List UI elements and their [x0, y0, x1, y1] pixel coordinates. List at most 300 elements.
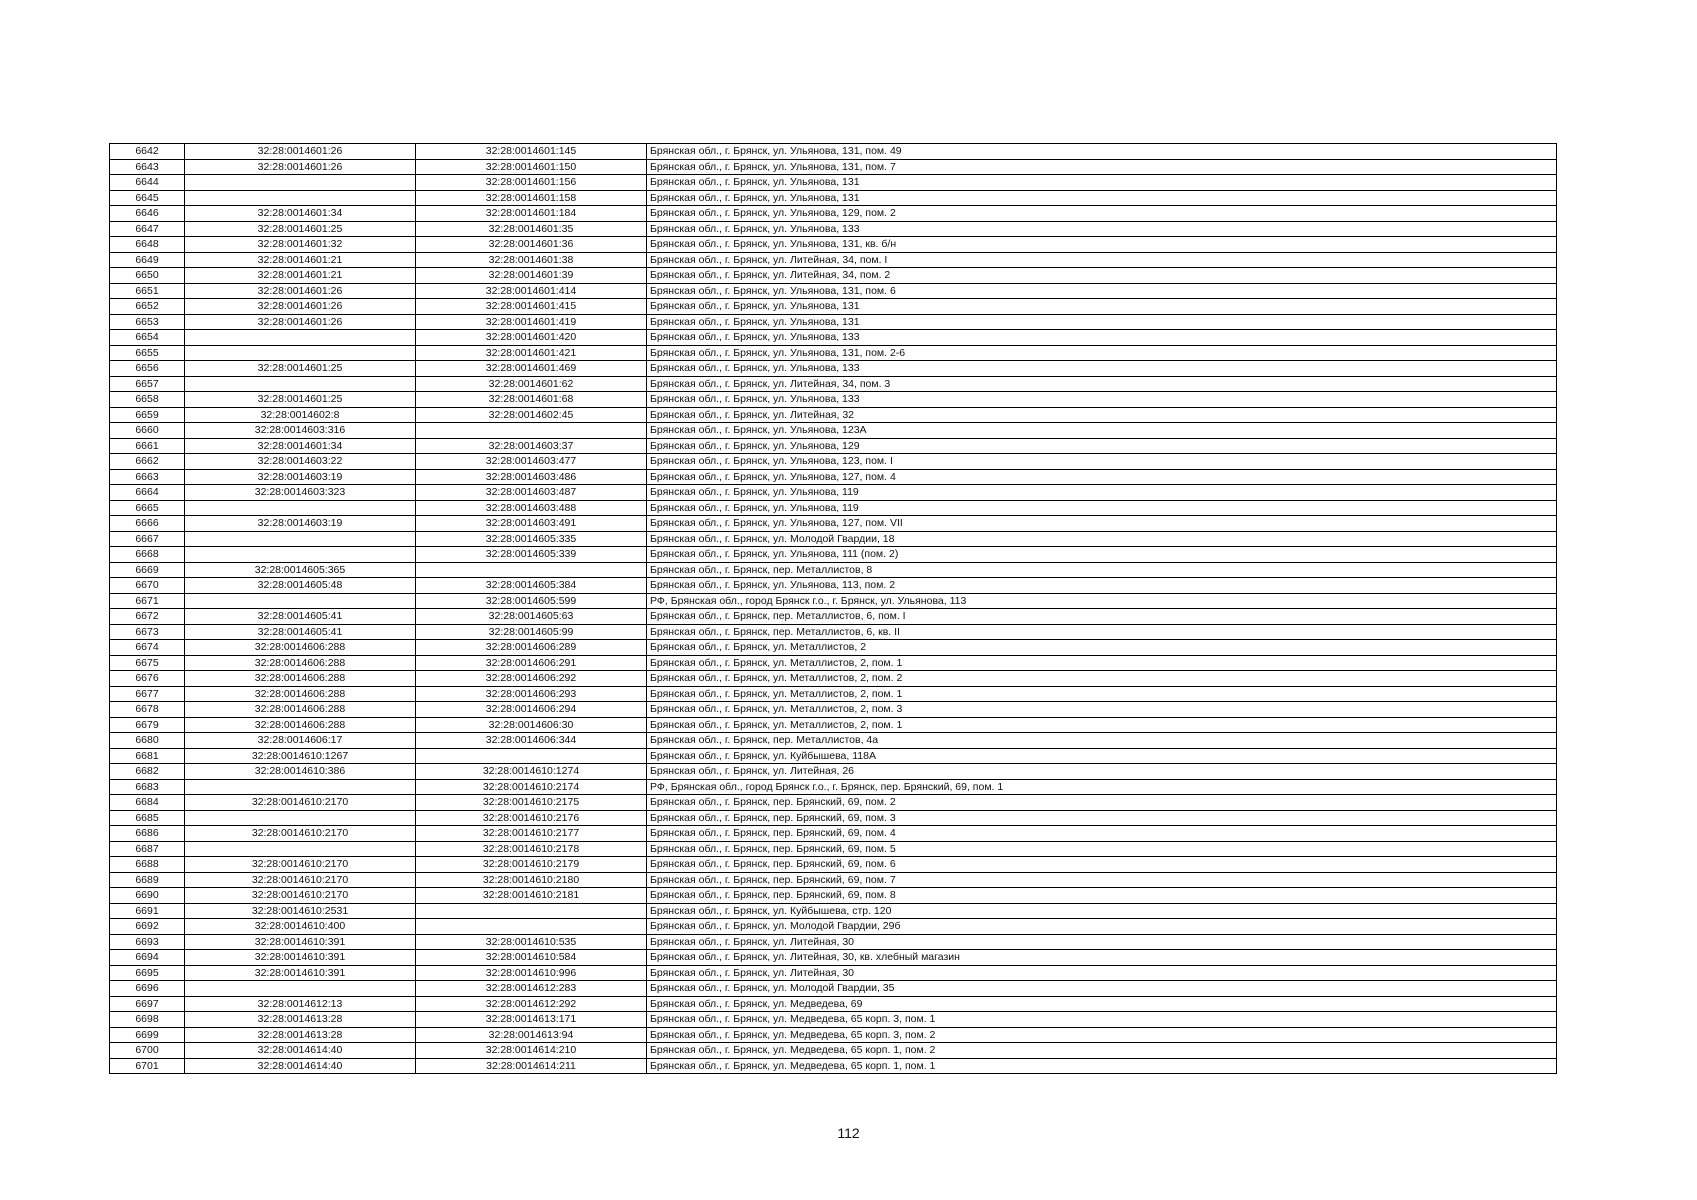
row-number-cell: 6658 [110, 392, 185, 408]
row-number-cell: 6677 [110, 686, 185, 702]
address-cell: Брянская обл., г. Брянск, ул. Ульянова, 131, пом. 6 [647, 283, 1557, 299]
row-number-cell: 6662 [110, 454, 185, 470]
table-row [110, 888, 1557, 904]
row-number-cell: 6648 [110, 237, 185, 253]
address-cell: Брянская обл., г. Брянск, пер. Металлистов, 4а [647, 733, 1557, 749]
row-number-cell: 6691 [110, 903, 185, 919]
address-cell: Брянская обл., г. Брянск, пер. Брянский, 69, пом. 3 [647, 810, 1557, 826]
parcel-number-cell: 32:28:0014603:323 [185, 485, 416, 501]
parcel-number-cell: 32:28:0014601:26 [185, 144, 416, 160]
row-number-cell: 6661 [110, 438, 185, 454]
address-cell: Брянская обл., г. Брянск, ул. Ульянова, 123, пом. I [647, 454, 1557, 470]
address-cell: Брянская обл., г. Брянск, ул. Металлистов, 2, пом. 3 [647, 702, 1557, 718]
table-row [110, 903, 1557, 919]
parcel-number-cell: 32:28:0014613:28 [185, 1012, 416, 1028]
row-number-cell: 6670 [110, 578, 185, 594]
row-number-cell: 6666 [110, 516, 185, 532]
row-number-cell: 6683 [110, 779, 185, 795]
table-row [110, 764, 1557, 780]
table-row [110, 500, 1557, 516]
object-number-cell: 32:28:0014606:294 [416, 702, 647, 718]
table-row [110, 221, 1557, 237]
object-number-cell: 32:28:0014606:344 [416, 733, 647, 749]
object-number-cell: 32:28:0014603:486 [416, 469, 647, 485]
table-row [110, 795, 1557, 811]
address-cell: Брянская обл., г. Брянск, пер. Брянский, 69, пом. 8 [647, 888, 1557, 904]
table-row [110, 407, 1557, 423]
address-cell: Брянская обл., г. Брянск, ул. Ульянова, 131, пом. 7 [647, 159, 1557, 175]
address-cell: Брянская обл., г. Брянск, пер. Металлистов, 6, кв. II [647, 624, 1557, 640]
object-number-cell: 32:28:0014601:158 [416, 190, 647, 206]
address-cell: Брянская обл., г. Брянск, пер. Брянский, 69, пом. 5 [647, 841, 1557, 857]
address-cell: Брянская обл., г. Брянск, пер. Брянский, 69, пом. 4 [647, 826, 1557, 842]
object-number-cell: 32:28:0014602:45 [416, 407, 647, 423]
parcel-number-cell [185, 593, 416, 609]
parcel-number-cell: 32:28:0014603:19 [185, 469, 416, 485]
table-row [110, 841, 1557, 857]
address-cell: Брянская обл., г. Брянск, ул. Ульянова, 131 [647, 299, 1557, 315]
object-number-cell: 32:28:0014601:421 [416, 345, 647, 361]
parcel-number-cell: 32:28:0014601:25 [185, 361, 416, 377]
object-number-cell: 32:28:0014601:62 [416, 376, 647, 392]
object-number-cell: 32:28:0014601:156 [416, 175, 647, 191]
address-cell: Брянская обл., г. Брянск, ул. Ульянова, 119 [647, 500, 1557, 516]
parcel-number-cell: 32:28:0014601:26 [185, 283, 416, 299]
table-row [110, 872, 1557, 888]
address-cell: Брянская обл., г. Брянск, ул. Литейная, 26 [647, 764, 1557, 780]
object-number-cell: 32:28:0014605:63 [416, 609, 647, 625]
table-row [110, 717, 1557, 733]
table-row [110, 919, 1557, 935]
object-number-cell: 32:28:0014610:1274 [416, 764, 647, 780]
object-number-cell: 32:28:0014610:584 [416, 950, 647, 966]
object-number-cell: 32:28:0014605:384 [416, 578, 647, 594]
table-row [110, 206, 1557, 222]
table-row [110, 779, 1557, 795]
row-number-cell: 6650 [110, 268, 185, 284]
object-number-cell [416, 562, 647, 578]
address-cell: Брянская обл., г. Брянск, пер. Брянский, 69, пом. 7 [647, 872, 1557, 888]
row-number-cell: 6642 [110, 144, 185, 160]
parcel-number-cell: 32:28:0014601:26 [185, 314, 416, 330]
parcel-number-cell: 32:28:0014613:28 [185, 1027, 416, 1043]
row-number-cell: 6689 [110, 872, 185, 888]
row-number-cell: 6701 [110, 1058, 185, 1074]
row-number-cell: 6672 [110, 609, 185, 625]
parcel-number-cell [185, 810, 416, 826]
parcel-number-cell: 32:28:0014605:41 [185, 624, 416, 640]
parcel-number-cell: 32:28:0014614:40 [185, 1058, 416, 1074]
parcel-number-cell [185, 779, 416, 795]
table-row [110, 469, 1557, 485]
row-number-cell: 6690 [110, 888, 185, 904]
table-row [110, 810, 1557, 826]
registry-table-body [110, 144, 1557, 1074]
address-cell: Брянская обл., г. Брянск, ул. Молодой Гвардии, 18 [647, 531, 1557, 547]
table-row [110, 314, 1557, 330]
parcel-number-cell [185, 376, 416, 392]
parcel-number-cell [185, 175, 416, 191]
table-row [110, 268, 1557, 284]
table-row [110, 857, 1557, 873]
table-row [110, 159, 1557, 175]
address-cell: Брянская обл., г. Брянск, ул. Ульянова, 131, пом. 49 [647, 144, 1557, 160]
row-number-cell: 6696 [110, 981, 185, 997]
table-row [110, 190, 1557, 206]
address-cell: Брянская обл., г. Брянск, ул. Металлистов, 2, пом. 2 [647, 671, 1557, 687]
object-number-cell: 32:28:0014613:171 [416, 1012, 647, 1028]
row-number-cell: 6643 [110, 159, 185, 175]
address-cell: Брянская обл., г. Брянск, ул. Медведева, 65 корп. 3, пом. 1 [647, 1012, 1557, 1028]
row-number-cell: 6668 [110, 547, 185, 563]
address-cell: Брянская обл., г. Брянск, ул. Молодой Гвардии, 29б [647, 919, 1557, 935]
object-number-cell: 32:28:0014601:415 [416, 299, 647, 315]
object-number-cell: 32:28:0014614:210 [416, 1043, 647, 1059]
table-row [110, 748, 1557, 764]
object-number-cell: 32:28:0014603:37 [416, 438, 647, 454]
address-cell: РФ, Брянская обл., город Брянск г.о., г. Брянск, пер. Брянский, 69, пом. 1 [647, 779, 1557, 795]
address-cell: Брянская обл., г. Брянск, ул. Ульянова, 131, кв. б/н [647, 237, 1557, 253]
row-number-cell: 6657 [110, 376, 185, 392]
row-number-cell: 6653 [110, 314, 185, 330]
object-number-cell: 32:28:0014603:488 [416, 500, 647, 516]
table-row [110, 671, 1557, 687]
object-number-cell: 32:28:0014601:145 [416, 144, 647, 160]
parcel-number-cell: 32:28:0014610:386 [185, 764, 416, 780]
parcel-number-cell: 32:28:0014610:400 [185, 919, 416, 935]
address-cell: Брянская обл., г. Брянск, ул. Медведева, 65 корп. 1, пом. 2 [647, 1043, 1557, 1059]
table-row [110, 578, 1557, 594]
parcel-number-cell: 32:28:0014601:34 [185, 438, 416, 454]
parcel-number-cell: 32:28:0014606:17 [185, 733, 416, 749]
table-row [110, 485, 1557, 501]
row-number-cell: 6654 [110, 330, 185, 346]
address-cell: РФ, Брянская обл., город Брянск г.о., г. Брянск, ул. Ульянова, 113 [647, 593, 1557, 609]
row-number-cell: 6682 [110, 764, 185, 780]
table-row [110, 624, 1557, 640]
table-row [110, 733, 1557, 749]
address-cell: Брянская обл., г. Брянск, ул. Литейная, 30 [647, 965, 1557, 981]
row-number-cell: 6686 [110, 826, 185, 842]
object-number-cell: 32:28:0014610:2180 [416, 872, 647, 888]
parcel-number-cell: 32:28:0014606:288 [185, 686, 416, 702]
parcel-number-cell: 32:28:0014610:2170 [185, 872, 416, 888]
parcel-number-cell: 32:28:0014601:21 [185, 252, 416, 268]
object-number-cell: 32:28:0014610:535 [416, 934, 647, 950]
table-row [110, 516, 1557, 532]
row-number-cell: 6693 [110, 934, 185, 950]
object-number-cell: 32:28:0014601:35 [416, 221, 647, 237]
object-number-cell: 32:28:0014610:2177 [416, 826, 647, 842]
object-number-cell [416, 903, 647, 919]
parcel-number-cell: 32:28:0014601:32 [185, 237, 416, 253]
row-number-cell: 6655 [110, 345, 185, 361]
parcel-number-cell [185, 841, 416, 857]
row-number-cell: 6679 [110, 717, 185, 733]
object-number-cell: 32:28:0014606:292 [416, 671, 647, 687]
address-cell: Брянская обл., г. Брянск, ул. Ульянова, 127, пом. 4 [647, 469, 1557, 485]
table-row [110, 438, 1557, 454]
object-number-cell: 32:28:0014601:36 [416, 237, 647, 253]
table-row [110, 826, 1557, 842]
table-row [110, 454, 1557, 470]
address-cell: Брянская обл., г. Брянск, ул. Металлистов, 2 [647, 640, 1557, 656]
parcel-number-cell: 32:28:0014610:2170 [185, 795, 416, 811]
object-number-cell: 32:28:0014601:414 [416, 283, 647, 299]
object-number-cell: 32:28:0014605:339 [416, 547, 647, 563]
parcel-number-cell: 32:28:0014605:41 [185, 609, 416, 625]
object-number-cell: 32:28:0014603:491 [416, 516, 647, 532]
parcel-number-cell: 32:28:0014610:391 [185, 934, 416, 950]
table-row [110, 655, 1557, 671]
address-cell: Брянская обл., г. Брянск, ул. Ульянова, 123А [647, 423, 1557, 439]
row-number-cell: 6645 [110, 190, 185, 206]
row-number-cell: 6651 [110, 283, 185, 299]
object-number-cell: 32:28:0014601:420 [416, 330, 647, 346]
row-number-cell: 6659 [110, 407, 185, 423]
table-row [110, 1027, 1557, 1043]
object-number-cell: 32:28:0014605:335 [416, 531, 647, 547]
parcel-number-cell: 32:28:0014603:316 [185, 423, 416, 439]
row-number-cell: 6699 [110, 1027, 185, 1043]
table-row [110, 981, 1557, 997]
parcel-number-cell: 32:28:0014601:34 [185, 206, 416, 222]
table-row [110, 996, 1557, 1012]
parcel-number-cell: 32:28:0014605:365 [185, 562, 416, 578]
table-row [110, 423, 1557, 439]
object-number-cell: 32:28:0014606:291 [416, 655, 647, 671]
address-cell: Брянская обл., г. Брянск, ул. Ульянова, 129 [647, 438, 1557, 454]
parcel-number-cell: 32:28:0014601:26 [185, 159, 416, 175]
object-number-cell: 32:28:0014610:2179 [416, 857, 647, 873]
table-row [110, 361, 1557, 377]
parcel-number-cell: 32:28:0014606:288 [185, 671, 416, 687]
table-row [110, 144, 1557, 160]
row-number-cell: 6647 [110, 221, 185, 237]
parcel-number-cell: 32:28:0014610:2531 [185, 903, 416, 919]
row-number-cell: 6681 [110, 748, 185, 764]
address-cell: Брянская обл., г. Брянск, ул. Литейная, 34, пом. 3 [647, 376, 1557, 392]
parcel-number-cell: 32:28:0014606:288 [185, 702, 416, 718]
address-cell: Брянская обл., г. Брянск, ул. Литейная, 34, пом. 2 [647, 268, 1557, 284]
parcel-number-cell [185, 190, 416, 206]
address-cell: Брянская обл., г. Брянск, ул. Литейная, 34, пом. I [647, 252, 1557, 268]
table-row [110, 640, 1557, 656]
parcel-number-cell: 32:28:0014610:1267 [185, 748, 416, 764]
table-row [110, 547, 1557, 563]
row-number-cell: 6660 [110, 423, 185, 439]
parcel-number-cell: 32:28:0014610:2170 [185, 857, 416, 873]
row-number-cell: 6688 [110, 857, 185, 873]
parcel-number-cell: 32:28:0014612:13 [185, 996, 416, 1012]
object-number-cell: 32:28:0014601:419 [416, 314, 647, 330]
address-cell: Брянская обл., г. Брянск, ул. Металлистов, 2, пом. 1 [647, 717, 1557, 733]
object-number-cell: 32:28:0014612:283 [416, 981, 647, 997]
parcel-number-cell: 32:28:0014603:22 [185, 454, 416, 470]
table-row [110, 609, 1557, 625]
row-number-cell: 6678 [110, 702, 185, 718]
row-number-cell: 6663 [110, 469, 185, 485]
table-row [110, 330, 1557, 346]
object-number-cell: 32:28:0014606:293 [416, 686, 647, 702]
object-number-cell: 32:28:0014610:996 [416, 965, 647, 981]
row-number-cell: 6697 [110, 996, 185, 1012]
parcel-number-cell [185, 345, 416, 361]
row-number-cell: 6671 [110, 593, 185, 609]
parcel-number-cell: 32:28:0014602:8 [185, 407, 416, 423]
object-number-cell: 32:28:0014606:30 [416, 717, 647, 733]
row-number-cell: 6692 [110, 919, 185, 935]
registry-table [109, 143, 1557, 1074]
address-cell: Брянская обл., г. Брянск, ул. Ульянова, 133 [647, 361, 1557, 377]
row-number-cell: 6695 [110, 965, 185, 981]
address-cell: Брянская обл., г. Брянск, ул. Ульянова, 127, пом. VII [647, 516, 1557, 532]
row-number-cell: 6687 [110, 841, 185, 857]
parcel-number-cell: 32:28:0014606:288 [185, 640, 416, 656]
parcel-number-cell: 32:28:0014601:25 [185, 392, 416, 408]
parcel-number-cell [185, 981, 416, 997]
object-number-cell: 32:28:0014606:289 [416, 640, 647, 656]
parcel-number-cell: 32:28:0014610:391 [185, 950, 416, 966]
address-cell: Брянская обл., г. Брянск, ул. Куйбышева, стр. 120 [647, 903, 1557, 919]
address-cell: Брянская обл., г. Брянск, ул. Ульянова, 133 [647, 392, 1557, 408]
row-number-cell: 6665 [110, 500, 185, 516]
address-cell: Брянская обл., г. Брянск, ул. Ульянова, 131 [647, 190, 1557, 206]
address-cell: Брянская обл., г. Брянск, ул. Ульянова, 133 [647, 221, 1557, 237]
address-cell: Брянская обл., г. Брянск, ул. Молодой Гвардии, 35 [647, 981, 1557, 997]
object-number-cell: 32:28:0014610:2178 [416, 841, 647, 857]
table-row [110, 283, 1557, 299]
object-number-cell [416, 919, 647, 935]
row-number-cell: 6680 [110, 733, 185, 749]
parcel-number-cell [185, 547, 416, 563]
object-number-cell: 32:28:0014605:599 [416, 593, 647, 609]
address-cell: Брянская обл., г. Брянск, ул. Ульянова, 131 [647, 314, 1557, 330]
table-row [110, 965, 1557, 981]
object-number-cell: 32:28:0014614:211 [416, 1058, 647, 1074]
row-number-cell: 6674 [110, 640, 185, 656]
object-number-cell [416, 423, 647, 439]
table-row [110, 934, 1557, 950]
address-cell: Брянская обл., г. Брянск, ул. Литейная, 30 [647, 934, 1557, 950]
row-number-cell: 6676 [110, 671, 185, 687]
row-number-cell: 6644 [110, 175, 185, 191]
table-row [110, 702, 1557, 718]
object-number-cell: 32:28:0014601:68 [416, 392, 647, 408]
row-number-cell: 6675 [110, 655, 185, 671]
row-number-cell: 6656 [110, 361, 185, 377]
table-row [110, 950, 1557, 966]
object-number-cell: 32:28:0014610:2181 [416, 888, 647, 904]
address-cell: Брянская обл., г. Брянск, ул. Ульянова, 133 [647, 330, 1557, 346]
table-row [110, 593, 1557, 609]
object-number-cell: 32:28:0014613:94 [416, 1027, 647, 1043]
row-number-cell: 6664 [110, 485, 185, 501]
address-cell: Брянская обл., г. Брянск, ул. Ульянова, 131 [647, 175, 1557, 191]
row-number-cell: 6694 [110, 950, 185, 966]
row-number-cell: 6667 [110, 531, 185, 547]
address-cell: Брянская обл., г. Брянск, ул. Ульянова, 113, пом. 2 [647, 578, 1557, 594]
table-row [110, 237, 1557, 253]
parcel-number-cell: 32:28:0014610:391 [185, 965, 416, 981]
address-cell: Брянская обл., г. Брянск, ул. Куйбышева, 118А [647, 748, 1557, 764]
object-number-cell: 32:28:0014603:487 [416, 485, 647, 501]
address-cell: Брянская обл., г. Брянск, ул. Литейная, 32 [647, 407, 1557, 423]
address-cell: Брянская обл., г. Брянск, пер. Брянский, 69, пом. 6 [647, 857, 1557, 873]
address-cell: Брянская обл., г. Брянск, пер. Металлистов, 6, пом. I [647, 609, 1557, 625]
row-number-cell: 6700 [110, 1043, 185, 1059]
object-number-cell [416, 748, 647, 764]
address-cell: Брянская обл., г. Брянск, ул. Литейная, 30, кв. хлебный магазин [647, 950, 1557, 966]
object-number-cell: 32:28:0014610:2174 [416, 779, 647, 795]
address-cell: Брянская обл., г. Брянск, ул. Ульянова, 129, пом. 2 [647, 206, 1557, 222]
row-number-cell: 6685 [110, 810, 185, 826]
address-cell: Брянская обл., г. Брянск, пер. Металлистов, 8 [647, 562, 1557, 578]
table-row [110, 1043, 1557, 1059]
table-row [110, 392, 1557, 408]
object-number-cell: 32:28:0014610:2175 [416, 795, 647, 811]
parcel-number-cell: 32:28:0014610:2170 [185, 888, 416, 904]
address-cell: Брянская обл., г. Брянск, ул. Медведева, 65 корп. 3, пом. 2 [647, 1027, 1557, 1043]
object-number-cell: 32:28:0014603:477 [416, 454, 647, 470]
table-row [110, 376, 1557, 392]
table-row [110, 562, 1557, 578]
row-number-cell: 6673 [110, 624, 185, 640]
parcel-number-cell: 32:28:0014606:288 [185, 717, 416, 733]
parcel-number-cell [185, 500, 416, 516]
object-number-cell: 32:28:0014601:469 [416, 361, 647, 377]
object-number-cell: 32:28:0014601:38 [416, 252, 647, 268]
object-number-cell: 32:28:0014610:2176 [416, 810, 647, 826]
object-number-cell: 32:28:0014605:99 [416, 624, 647, 640]
address-cell: Брянская обл., г. Брянск, ул. Металлистов, 2, пом. 1 [647, 655, 1557, 671]
parcel-number-cell: 32:28:0014601:21 [185, 268, 416, 284]
address-cell: Брянская обл., г. Брянск, ул. Медведева, 69 [647, 996, 1557, 1012]
row-number-cell: 6698 [110, 1012, 185, 1028]
row-number-cell: 6646 [110, 206, 185, 222]
parcel-number-cell: 32:28:0014605:48 [185, 578, 416, 594]
table-row [110, 175, 1557, 191]
table-row [110, 1012, 1557, 1028]
table-row [110, 299, 1557, 315]
address-cell: Брянская обл., г. Брянск, ул. Металлистов, 2, пом. 1 [647, 686, 1557, 702]
address-cell: Брянская обл., г. Брянск, ул. Медведева, 65 корп. 1, пом. 1 [647, 1058, 1557, 1074]
object-number-cell: 32:28:0014601:184 [416, 206, 647, 222]
address-cell: Брянская обл., г. Брянск, ул. Ульянова, 119 [647, 485, 1557, 501]
object-number-cell: 32:28:0014601:39 [416, 268, 647, 284]
parcel-number-cell: 32:28:0014601:25 [185, 221, 416, 237]
row-number-cell: 6649 [110, 252, 185, 268]
row-number-cell: 6652 [110, 299, 185, 315]
table-row [110, 686, 1557, 702]
object-number-cell: 32:28:0014612:292 [416, 996, 647, 1012]
address-cell: Брянская обл., г. Брянск, ул. Ульянова, 131, пом. 2-6 [647, 345, 1557, 361]
parcel-number-cell [185, 330, 416, 346]
parcel-number-cell: 32:28:0014601:26 [185, 299, 416, 315]
parcel-number-cell: 32:28:0014606:288 [185, 655, 416, 671]
object-number-cell: 32:28:0014601:150 [416, 159, 647, 175]
address-cell: Брянская обл., г. Брянск, пер. Брянский, 69, пом. 2 [647, 795, 1557, 811]
table-row [110, 531, 1557, 547]
table-row [110, 345, 1557, 361]
table-row [110, 1058, 1557, 1074]
parcel-number-cell [185, 531, 416, 547]
row-number-cell: 6669 [110, 562, 185, 578]
parcel-number-cell: 32:28:0014610:2170 [185, 826, 416, 842]
table-row [110, 252, 1557, 268]
parcel-number-cell: 32:28:0014603:19 [185, 516, 416, 532]
address-cell: Брянская обл., г. Брянск, ул. Ульянова, 111 (пом. 2) [647, 547, 1557, 563]
